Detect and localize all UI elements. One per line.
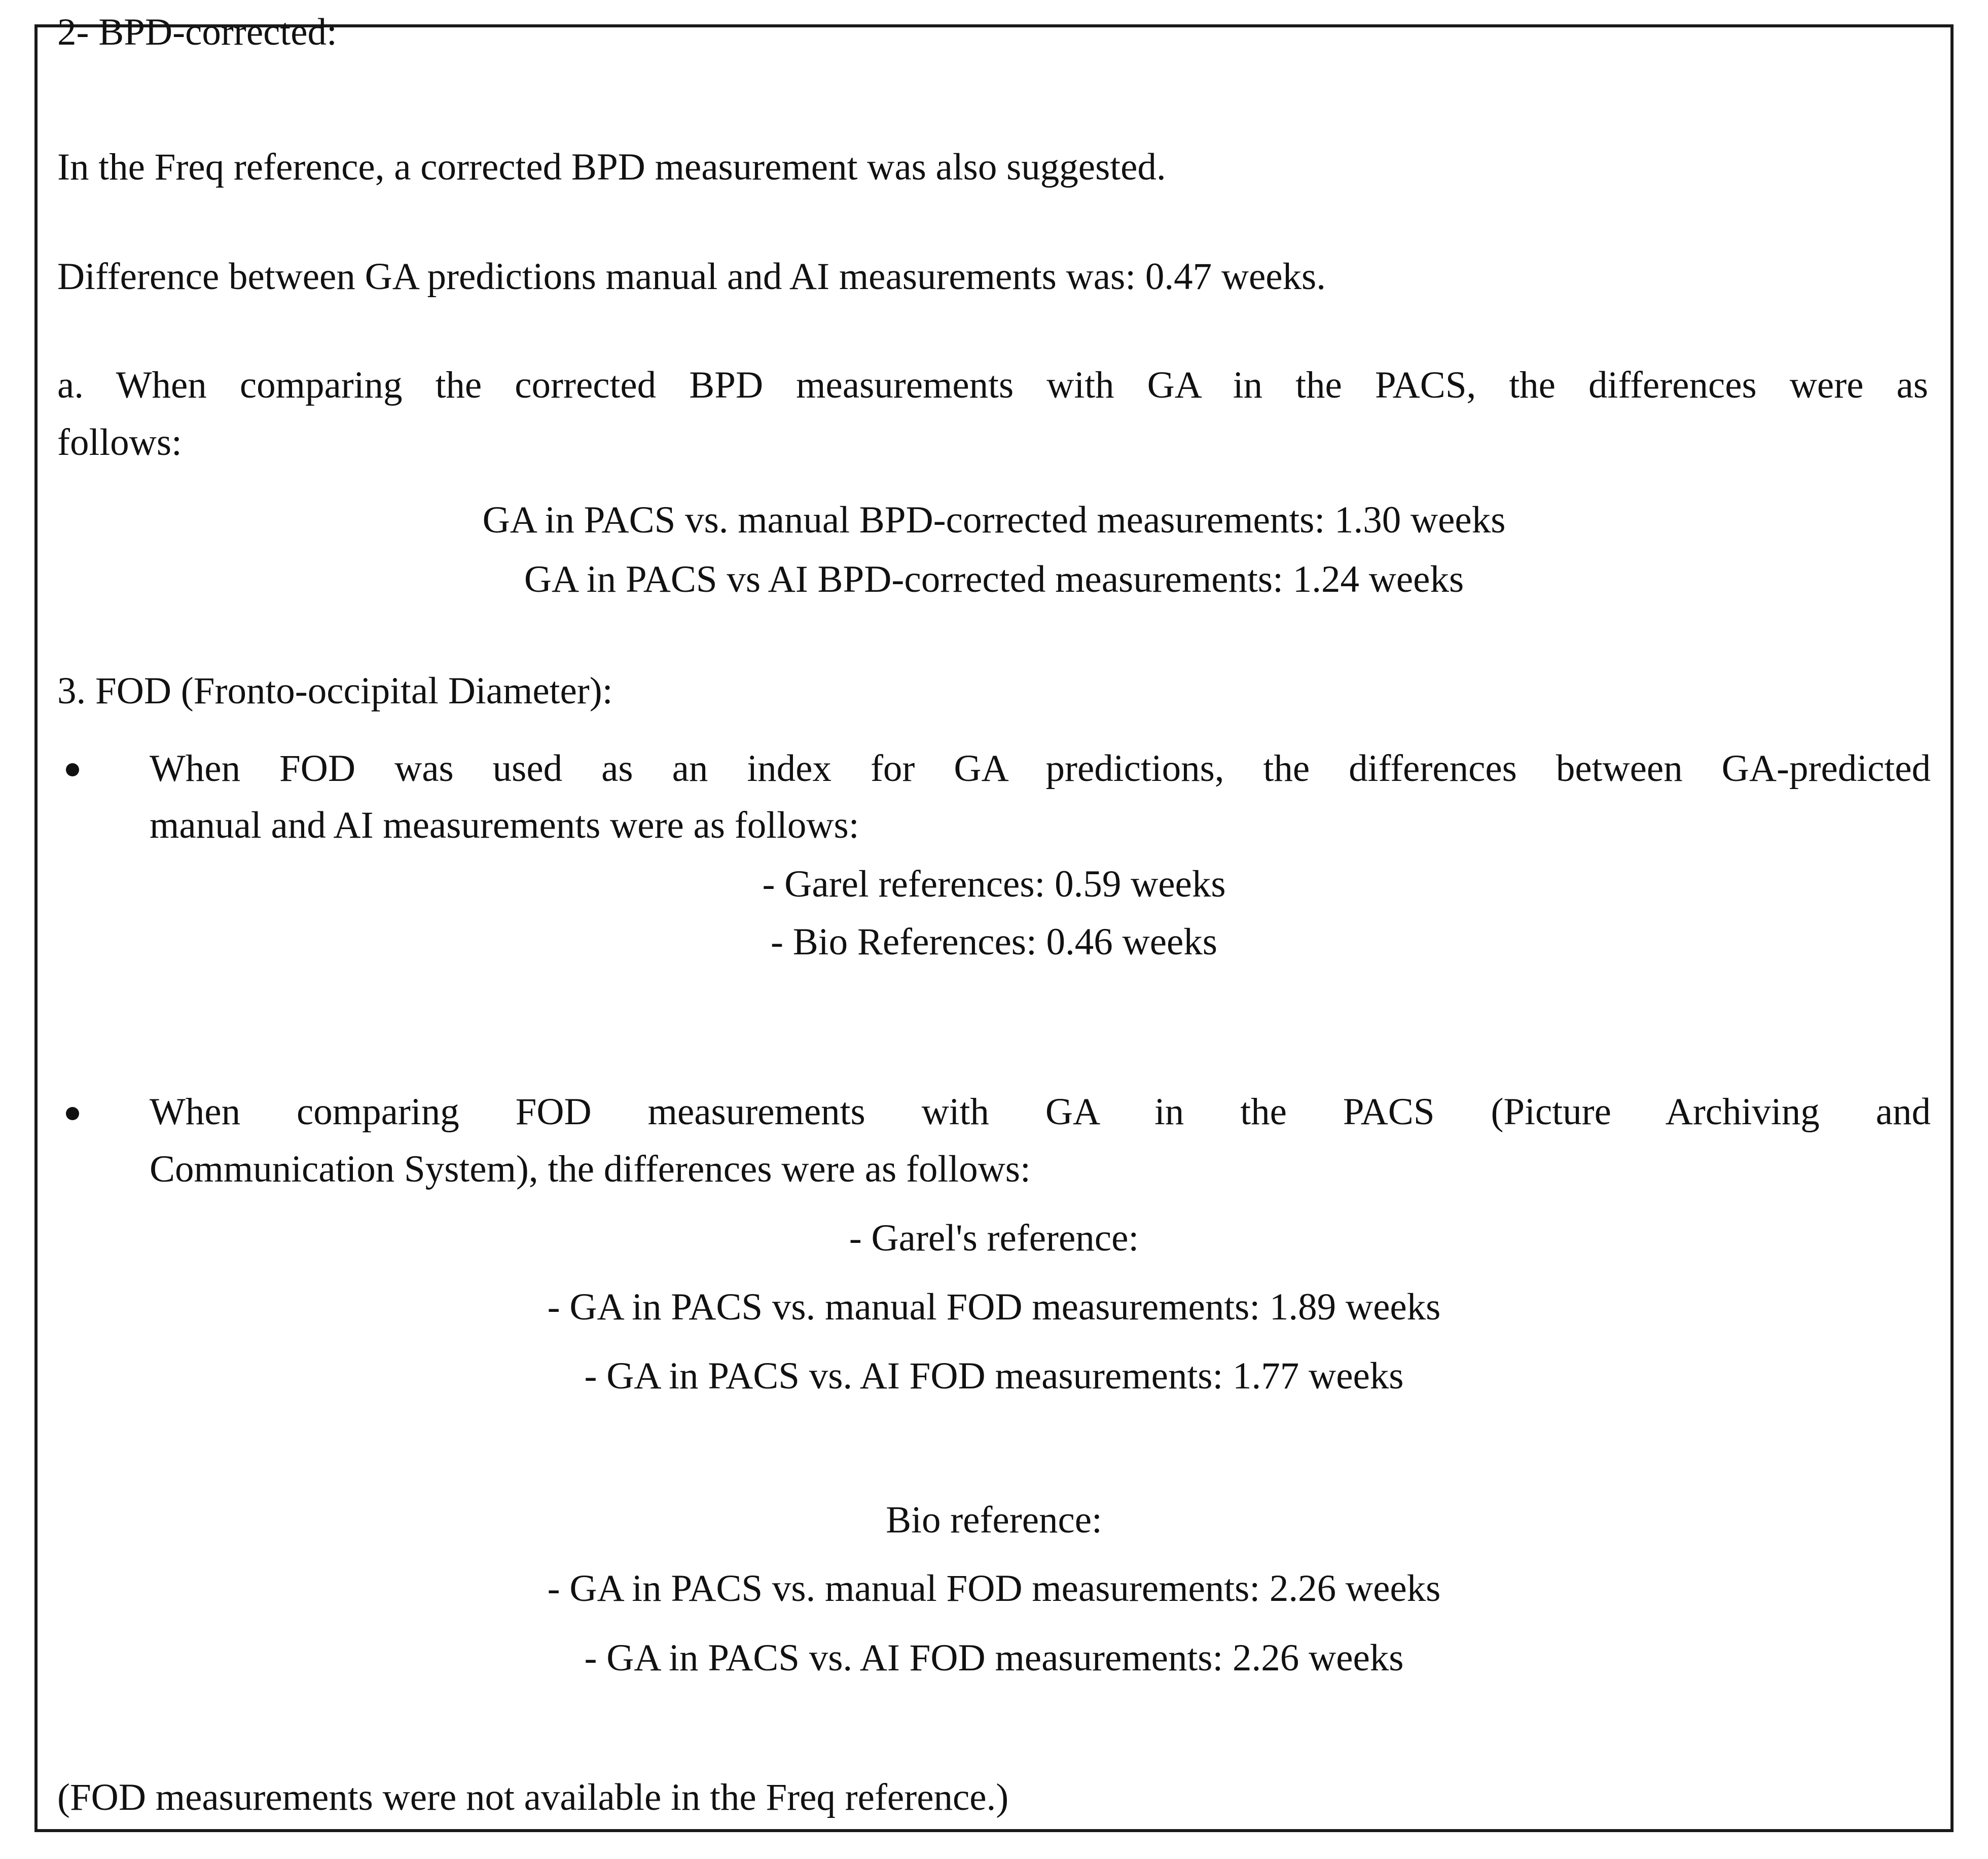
- bpd-result-ai: GA in PACS vs AI BPD-corrected measurements: 1.24 weeks: [524, 558, 1464, 600]
- fod-bullet2-line2: Communication System), the differences were as follows:: [150, 1148, 1031, 1190]
- bpd-intro: In the Freq reference, a corrected BPD measurement was also suggested.: [57, 146, 1166, 188]
- fod-bullet1-line1: When FOD was used as an index for GA predictions, the differences between GA-predicted: [150, 747, 1931, 790]
- fod-note: (FOD measurements were not available in the Freq reference.): [57, 1776, 1009, 1818]
- fod-bio-heading: Bio reference:: [886, 1499, 1102, 1541]
- bpd-result-manual: GA in PACS vs. manual BPD-corrected measurements: 1.30 weeks: [482, 499, 1506, 541]
- fod-bullet2-line1: When comparing FOD measurements with GA in the PACS (Picture Archiving and: [150, 1091, 1931, 1133]
- fod-bio-manual: - GA in PACS vs. manual FOD measurements: 2.26 weeks: [547, 1567, 1441, 1610]
- bpd-point-a-line2: follows:: [57, 421, 182, 463]
- fod-heading: 3. FOD (Fronto-occipital Diameter):: [57, 670, 613, 712]
- fod-bio-diff: - Bio References: 0.46 weeks: [771, 921, 1217, 963]
- bpd-corrected-heading: 2- BPD-corrected:: [57, 11, 337, 53]
- fod-garel-diff: - Garel references: 0.59 weeks: [762, 863, 1226, 905]
- fod-garel-manual: - GA in PACS vs. manual FOD measurements: 1.89 weeks: [547, 1286, 1441, 1328]
- fod-garel-ai: - GA in PACS vs. AI FOD measurements: 1.77 weeks: [584, 1355, 1404, 1397]
- bpd-point-a-line1: a. When comparing the corrected BPD measurements with GA in the PACS, the differences were as: [57, 364, 1928, 406]
- fod-bullet1-line2: manual and AI measurements were as follows:: [150, 804, 859, 846]
- bullet-icon: [66, 763, 79, 776]
- fod-garel-heading: - Garel's reference:: [849, 1217, 1139, 1259]
- fod-bio-ai: - GA in PACS vs. AI FOD measurements: 2.26 weeks: [584, 1637, 1404, 1679]
- bpd-difference: Difference between GA predictions manual and AI measurements was: 0.47 weeks.: [57, 256, 1326, 298]
- bullet-icon: [66, 1107, 79, 1120]
